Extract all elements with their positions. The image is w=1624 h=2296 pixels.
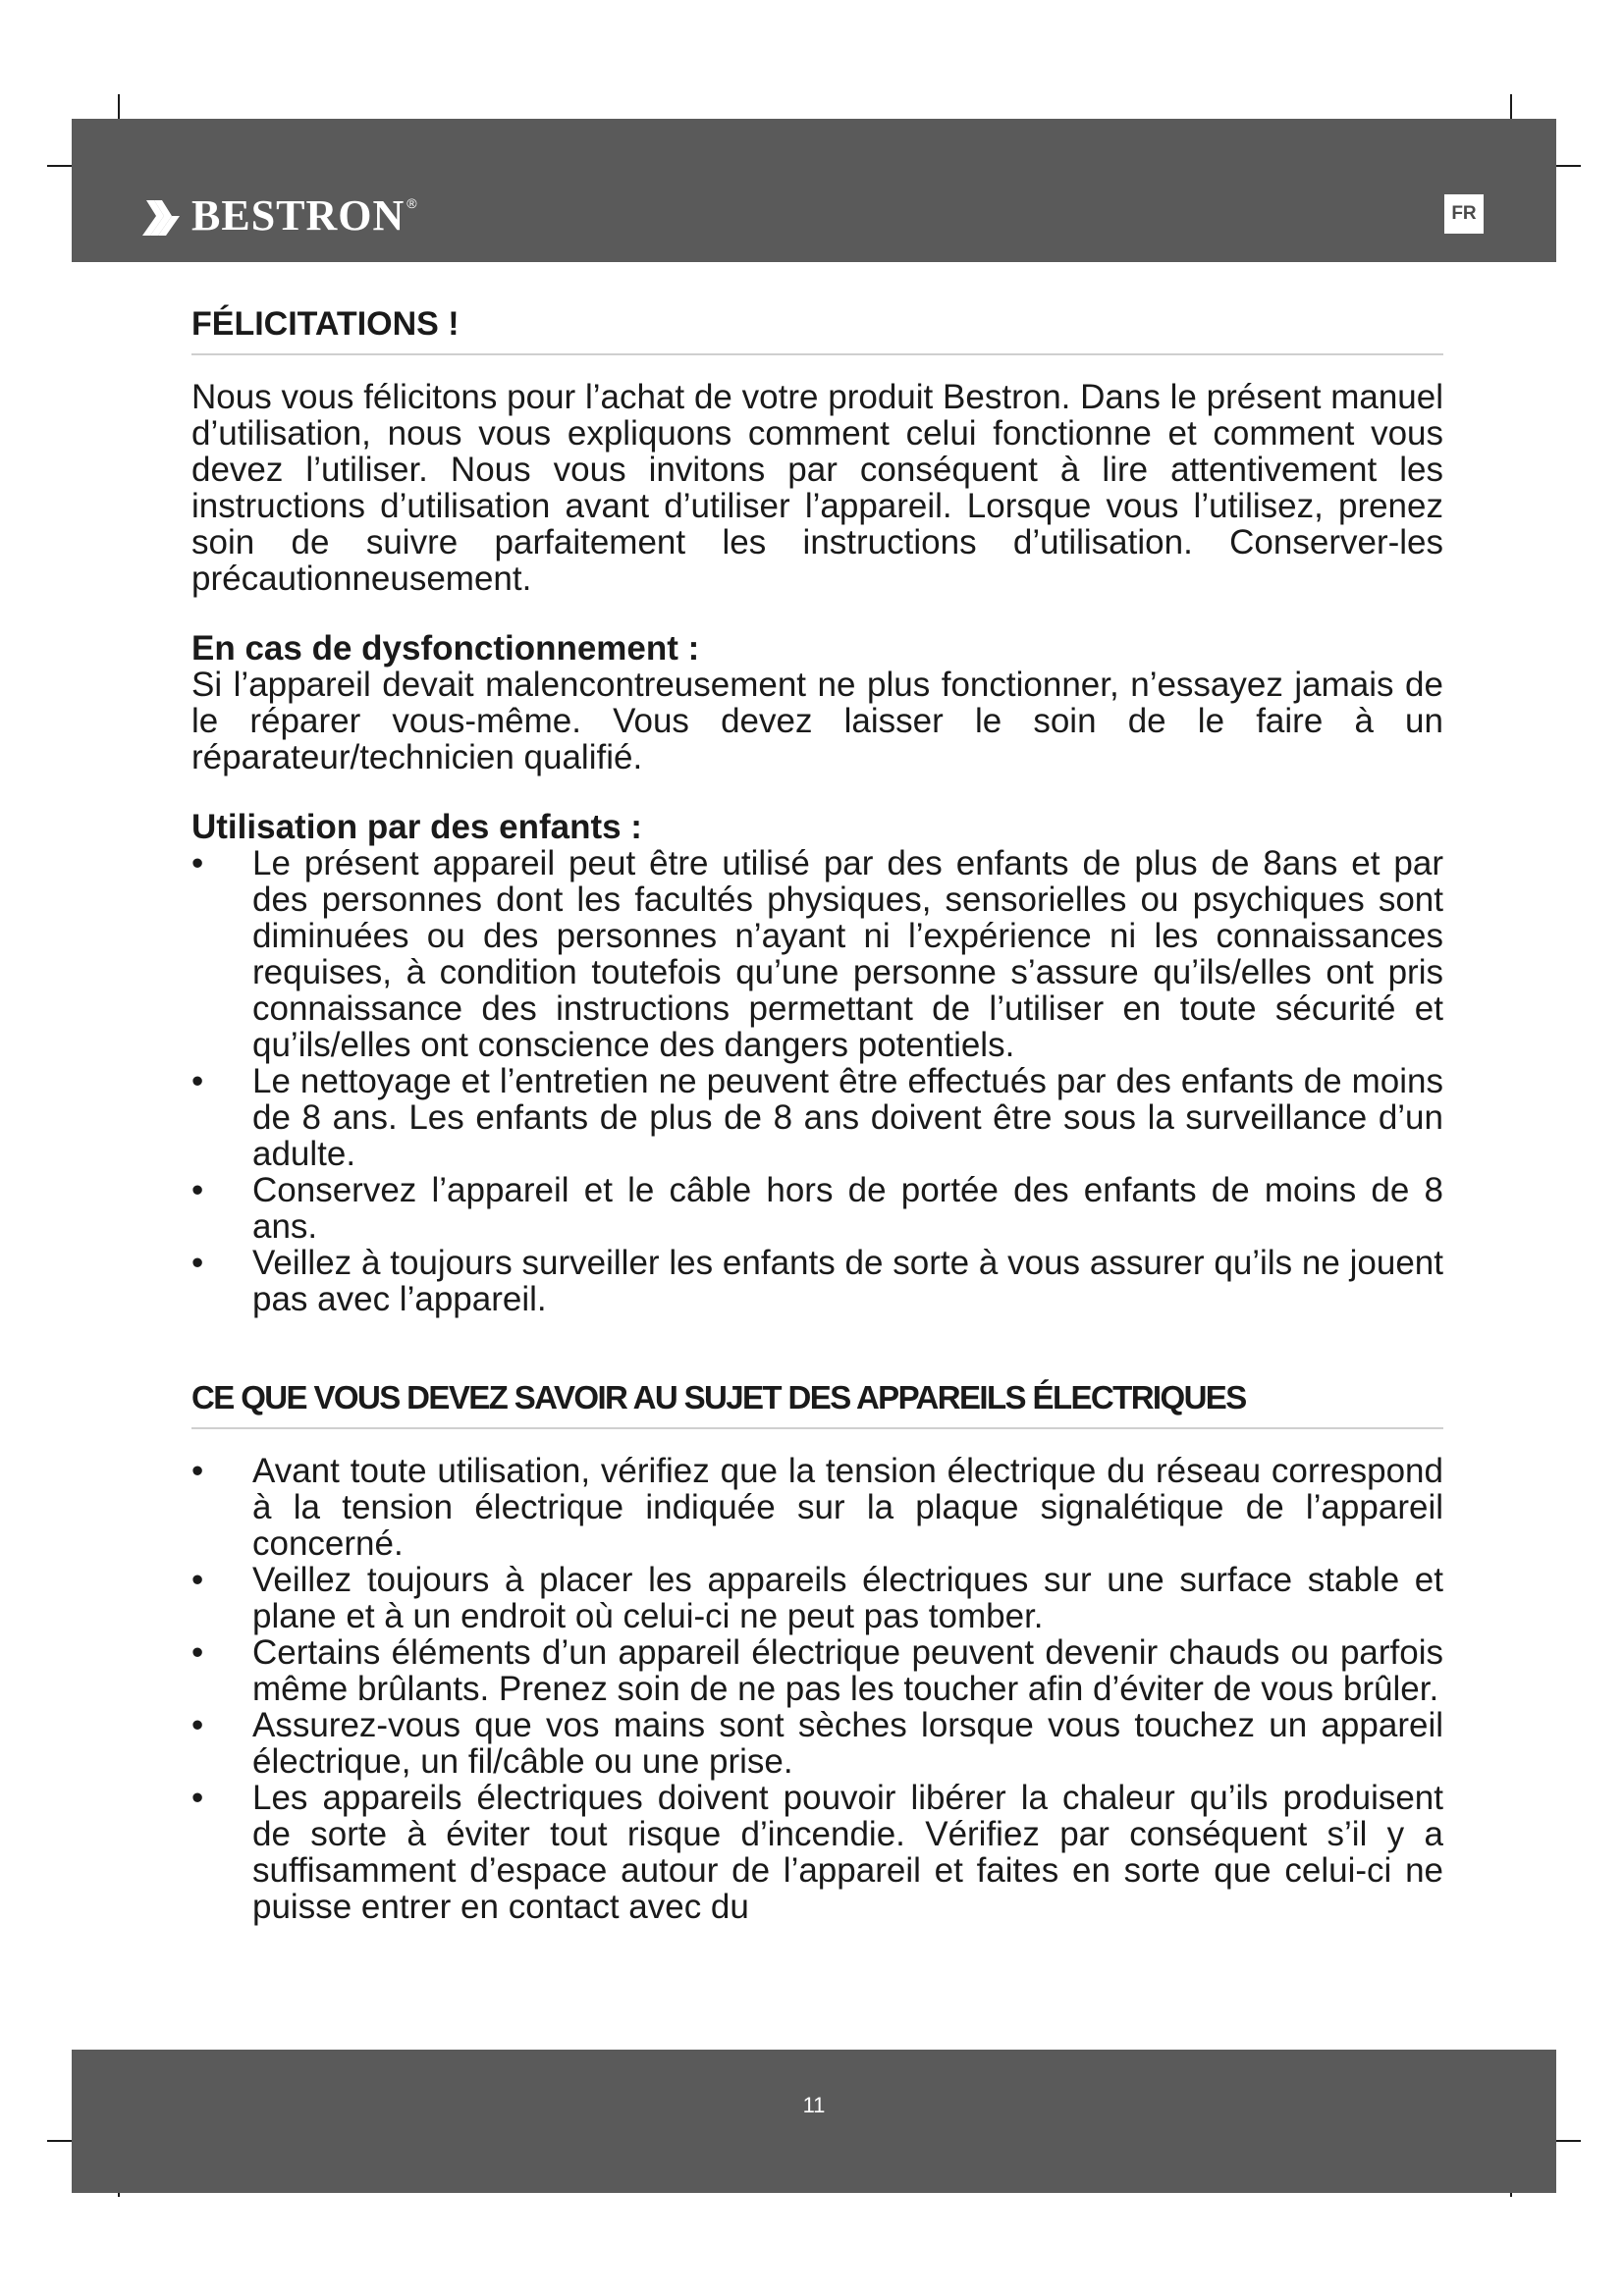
- list-item: • Veillez toujours à placer les appareils électriques sur une surface stable et plane et à un endroit où celui-ci ne peut pas tomber.: [191, 1562, 1443, 1634]
- chevrons-icon: [140, 196, 184, 236]
- congratulations-title: FÉLICITATIONS !: [191, 304, 1443, 355]
- list-item: • Le nettoyage et l’entretien ne peuvent être effectués par des enfants de moins de 8 ans. Les enfants de plus de 8 ans doivent être sous la surveillance d’un adulte.: [191, 1063, 1443, 1172]
- list-item: • Veillez à toujours surveiller les enfants de sorte à vous assurer qu’ils ne jouent pas avec l’appareil.: [191, 1245, 1443, 1317]
- list-item: • Avant toute utilisation, vérifiez que la tension électrique du réseau correspond à la tension électrique indiquée sur la plaque signalétique de l’appareil concerné.: [191, 1453, 1443, 1562]
- children-list: [191, 845, 1443, 1317]
- malfunction-heading: En cas de dysfonctionnement :: [191, 629, 700, 667]
- footer-bar: [72, 2050, 1556, 2193]
- electrical-list: [191, 1453, 1443, 1925]
- page-content: [191, 304, 1443, 1925]
- intro-paragraph: Nous vous félicitons pour l’achat de votre produit Bestron. Dans le présent manuel d’utilisation, nous vous expliquons comment celui fonctionne et comment vous devez l’utiliser. Nous vous invitons par conséquent à lire attentivement les instructions d’utilisation avant d’utiliser l’appareil. Lorsque vous l’utilisez, prenez soin de suivre parfaitement les instructions d’utilisation. Conserver-les précautionneusement.: [191, 378, 1443, 598]
- list-item: • Les appareils électriques doivent pouvoir libérer la chaleur qu’ils produisent de sorte à éviter tout risque d’incendie. Vérifiez par conséquent s’il y a suffisamment d’espace autour de l’appareil et faites en sorte que celui-ci ne puisse entrer en contact avec du: [191, 1780, 1443, 1925]
- header-bar: [72, 119, 1556, 262]
- brand-logo: [140, 191, 417, 240]
- electrical-title: CE QUE VOUS DEVEZ SAVOIR AU SUJET DES APPAREILS ÉLECTRIQUES: [191, 1378, 1443, 1429]
- list-item: • Conservez l’appareil et le câble hors de portée des enfants de moins de 8 ans.: [191, 1172, 1443, 1245]
- list-item: • Certains éléments d’un appareil électrique peuvent devenir chauds ou parfois même brûlants. Prenez soin de ne pas les toucher afin d’éviter de vous brûler.: [191, 1634, 1443, 1707]
- brand-name: BESTRON: [191, 191, 406, 240]
- language-badge: FR: [1444, 194, 1484, 234]
- children-heading: Utilisation par des enfants :: [191, 808, 642, 846]
- registered-mark: ®: [406, 195, 417, 211]
- page-number: 11: [802, 2093, 826, 2117]
- list-item: • Assurez-vous que vos mains sont sèches lorsque vous touchez un appareil électrique, un fil/câble ou une prise.: [191, 1707, 1443, 1780]
- malfunction-paragraph: Si l’appareil devait malencontreusement ne plus fonctionner, n’essayez jamais de le réparer vous-même. Vous devez laisser le soin de le faire à un réparateur/technicien qualifié.: [191, 666, 1443, 776]
- list-item: • Le présent appareil peut être utilisé par des enfants de plus de 8ans et par des personnes dont les facultés physiques, sensorielles ou psychiques sont diminuées ou des personnes n’ayant ni l’expérience ni les connaissances requises, à condition toutefois qu’une personne s’assure qu’ils/elles ont pris connaissance des instructions permettant de l’utiliser en toute sécurité et qu’ils/elles ont conscience des dangers potentiels.: [191, 845, 1443, 1063]
